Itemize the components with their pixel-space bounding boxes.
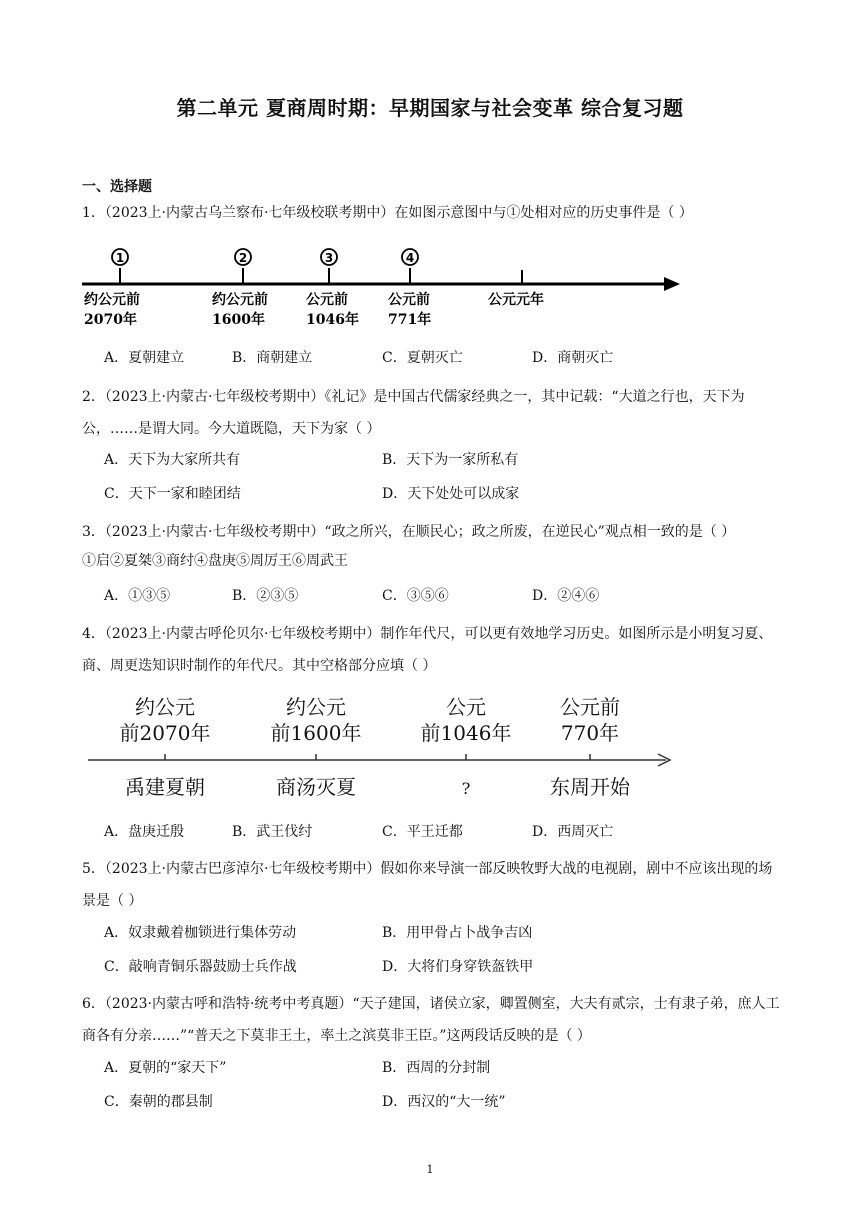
timeline-2-top-4b: 770年: [560, 721, 620, 745]
q3-option-c[interactable]: C．③⑤⑥: [382, 588, 449, 604]
q4-option-a[interactable]: A．盘庚迁殷: [104, 824, 185, 840]
timeline-1-label-1b: 2070年: [84, 312, 137, 328]
question-3-sub: ①启②夏桀③商纣④盘庚⑤周厉王⑥周武王: [82, 553, 348, 569]
timeline-1: [76, 240, 686, 332]
q5-option-d[interactable]: D．大将们身穿铁盔铁甲: [382, 959, 534, 975]
q1-option-c[interactable]: C．夏朝灭亡: [382, 350, 463, 366]
timeline-1-label-5: 公元元年: [488, 292, 544, 308]
q6-option-a[interactable]: A．夏朝的“家天下”: [104, 1060, 227, 1076]
question-2-stem: 2．（2023上·内蒙古·七年级校考期中）《礼记》是中国古代儒家经典之一，其中记载：“大道之行也，天下为公，……是谓大同。今大道既隐，天下为家（ ）: [82, 389, 745, 437]
q6-option-c[interactable]: C．秦朝的郡县制: [104, 1094, 213, 1110]
timeline-1-label-3a: 公元前: [306, 292, 348, 308]
timeline-1-label-2a: 约公元前: [212, 292, 268, 308]
timeline-2-top-4a: 公元前: [560, 695, 620, 719]
timeline-1-marker-4: [402, 249, 418, 284]
timeline-2-top-2a: 约公元: [286, 695, 346, 719]
timeline-1-label-3b: 1046年: [306, 312, 359, 328]
timeline-2-top-3b: 前1046年: [420, 721, 512, 745]
svg-text:1: 1: [115, 251, 125, 265]
q1-option-d[interactable]: D．商朝灭亡: [532, 350, 614, 366]
q4-option-d[interactable]: D．西周灭亡: [532, 824, 614, 840]
timeline-1-marker-3: [321, 249, 337, 284]
timeline-2-bottom-2: 商汤灭夏: [276, 775, 356, 799]
question-3-stem: 3．（2023上·内蒙古·七年级校考期中）“政之所兴，在顺民心；政之所废，在逆民心”观点相一致的是（ ）: [82, 524, 736, 540]
q2-option-c[interactable]: C．天下一家和睦团结: [104, 486, 241, 502]
q3-option-b[interactable]: B．②③⑤: [232, 588, 299, 604]
q5-option-a[interactable]: A．奴隶戴着枷锁进行集体劳动: [104, 925, 297, 941]
timeline-1-arrow: [664, 277, 680, 291]
q6-option-b[interactable]: B．西周的分封制: [382, 1060, 491, 1076]
svg-text:2: 2: [238, 251, 248, 265]
timeline-1-label-4a: 公元前: [388, 292, 430, 308]
q1-option-a[interactable]: A．夏朝建立: [104, 350, 185, 366]
timeline-2: [86, 688, 686, 808]
svg-text:4: 4: [405, 251, 415, 265]
timeline-2-bottom-3: ?: [461, 779, 471, 798]
q6-option-d[interactable]: D．西汉的“大一统”: [382, 1094, 506, 1110]
q2-option-a[interactable]: A．天下为大家所共有: [104, 452, 241, 468]
q5-option-c[interactable]: C．敲响青铜乐器鼓励士兵作战: [104, 959, 297, 975]
timeline-2-bottom-1: 禹建夏朝: [125, 775, 205, 799]
q3-option-a[interactable]: A．①③⑤: [104, 588, 171, 604]
q4-option-c[interactable]: C．平王迁都: [382, 824, 463, 840]
timeline-2-top-3a: 公元: [446, 695, 486, 719]
q3-option-d[interactable]: D．②④⑥: [532, 588, 600, 604]
timeline-2-top-2b: 前1600年: [270, 721, 362, 745]
q2-option-b[interactable]: B．天下为一家所私有: [382, 452, 519, 468]
section-heading: 一、选择题: [82, 179, 152, 195]
timeline-2-top-1b: 前2070年: [119, 721, 211, 745]
question-1-stem: 1．（2023上·内蒙古乌兰察布·七年级校联考期中）在如图示意图中与①处相对应的历史事件是（ ）: [82, 205, 693, 221]
question-5-stem: 5．（2023上·内蒙古巴彦淖尔·七年级校考期中）假如你来导演一部反映牧野大战的电视剧，剧中不应该出现的场景是（ ）: [82, 861, 773, 909]
timeline-1-label-4b: 771年: [388, 312, 432, 328]
q2-option-d[interactable]: D．天下处处可以成家: [382, 486, 520, 502]
question-4-stem: 4．（2023上·内蒙古呼伦贝尔·七年级校考期中）制作年代尺，可以更有效地学习历史。如图所示是小明复习夏、商、周更迭知识时制作的年代尺。其中空格部分应填（ ）: [82, 626, 773, 674]
page-title: 第二单元 夏商周时期：早期国家与社会变革 综合复习题: [176, 96, 684, 120]
q1-option-b[interactable]: B．商朝建立: [232, 350, 313, 366]
svg-text:3: 3: [324, 251, 334, 265]
timeline-1-marker-1: [112, 249, 128, 284]
q5-option-b[interactable]: B．用甲骨占卜战争吉凶: [382, 925, 533, 941]
timeline-1-marker-2: [235, 249, 251, 284]
timeline-1-label-1a: 约公元前: [84, 292, 140, 308]
timeline-2-top-1a: 约公元: [135, 695, 195, 719]
timeline-2-bottom-4: 东周开始: [550, 775, 630, 799]
q4-option-b[interactable]: B．武王伐纣: [232, 824, 313, 840]
timeline-1-label-2b: 1600年: [212, 312, 265, 328]
page-number: 1: [426, 1163, 434, 1176]
question-6-stem: 6．（2023·内蒙古呼和浩特·统考中考真题）“天子建国，诸侯立家，卿置侧室，大夫有贰宗，士有隶子弟，庶人工商各有分亲……”“普天之下莫非王土，率土之滨莫非王臣。”这两段话反映的是（ ）: [82, 996, 780, 1044]
